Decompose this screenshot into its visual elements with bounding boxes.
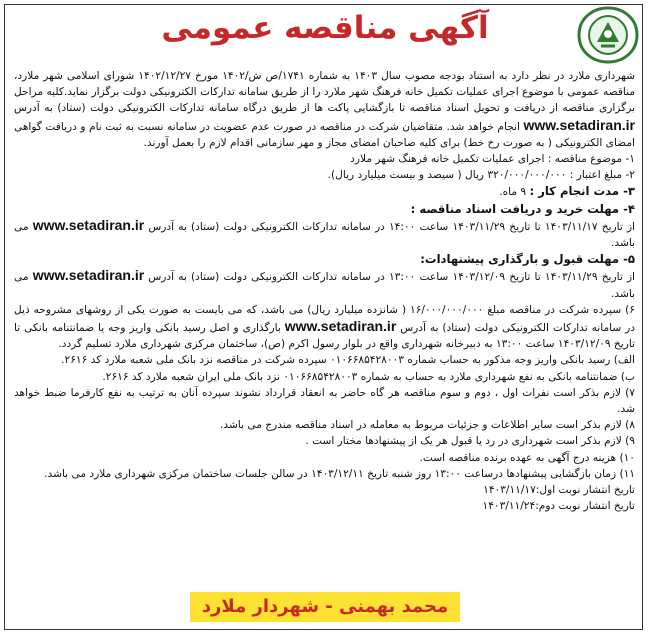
- item-2: ۲- مبلغ اعتبار : ۳۲۰/۰۰۰/۰۰۰/۰۰۰ ریال ( سیصد و بیست میلیارد ریال).: [327, 169, 635, 182]
- intro-paragraph: [14, 68, 635, 151]
- item-6: [14, 302, 635, 353]
- item-4-text: از تاریخ ۱۴۰۳/۱۱/۱۷ تا تاریخ ۱۴۰۳/۱۱/۲۹ ساعت ۱۴:۰۰ در سامانه تدارکات الکترونیکی دولت (ستاد) به آدرس: [148, 220, 635, 233]
- item-3: [14, 183, 635, 200]
- intro-text-2: انجام خواهد شد. متقاضیان شرکت در مناقصه در صورت عدم عضویت در سامانه نسبت به ثبت نام و دریافت گواهی امضای الکترونیکی ( به صورت رخ خط) برای کلیه صاحبان امضای مجاز و مهر سازمانی اقدام لازم را بعمل آورند.: [14, 120, 635, 149]
- item-6-text: ۶) سپرده شرکت در مناقصه مبلغ ۱۶/۰۰۰/۰۰۰/۰۰۰ ( شانزده میلیارد ریال) می باشد، که می بایست به صورت یکی از روشهای مشروحه ذیل در سامانه تدارکات الکترونیکی دولت (ستاد) به آدرس: [14, 303, 635, 335]
- item-4-label: ۴- مهلت خرید و دریافت اسناد مناقصه :: [410, 201, 635, 216]
- notice-title: آگهی مناقصه عمومی: [161, 10, 489, 46]
- site-link[interactable]: www.setadiran.ir: [523, 116, 635, 133]
- item-1: ۱- موضوع مناقصه : اجرای عملیات تکمیل خانه فرهنگ شهر ملارد: [350, 153, 635, 166]
- item-6-text-b: بارگذاری و اصل رسید بانکی واریز وجه یا ضمانتنامه بانکی تا تاریخ ۱۴۰۳/۱۲/۰۹ ساعت ۱۳:۰۰ به دبیرخانه شهرداری واقع در بلوار رسول اکرم (ص)، ساختمان مرکزی شهرداری ملارد تسلیم گردد.: [14, 322, 635, 351]
- item-4: [14, 217, 635, 251]
- item-3-label: ۳- مدت انجام کار :: [529, 184, 635, 199]
- item-6-be: ب) ضمانتنامه بانکی به نفع شهرداری ملارد به حساب به شماره ۰۱۰۶۶۸۵۴۲۸۰۰۳ نزد بانک ملی ایران شعبه ملارد کد ۲۶۱۶.: [102, 370, 635, 383]
- site-link-4[interactable]: www.setadiran.ir: [284, 318, 397, 335]
- publish-date-1: تاریخ انتشار نوبت اول:۱۴۰۳/۱۱/۱۷: [483, 484, 635, 497]
- item-5-label: ۵- مهلت قبول و بارگذاری پیشنهادات:: [420, 252, 635, 267]
- item-5: [14, 267, 635, 301]
- signature-banner: محمد بهمنی - شهردار ملارد: [190, 592, 460, 622]
- item-3-value: ۹ ماه.: [499, 186, 527, 199]
- item-11: ۱۱) زمان بازگشایی پیشنهادها درساعت ۱۳:۰۰ روز شنبه تاریخ ۱۴۰۳/۱۲/۱۱ در سالن جلسات ساختمان مرکزی شهرداری ملارد می باشد.: [44, 467, 635, 480]
- notice-body: [14, 68, 635, 514]
- item-9: ۹) لازم بذکر است شهرداری در رد یا قبول هر یک از پیشنهادها مختار است .: [305, 435, 635, 448]
- item-5-text: از تاریخ ۱۴۰۳/۱۱/۲۹ تا تاریخ ۱۴۰۳/۱۲/۰۹ ساعت ۱۳:۰۰ در سامانه تدارکات الکترونیکی دولت (ستاد) به آدرس: [148, 271, 635, 284]
- municipality-emblem-icon: [573, 4, 643, 66]
- item-8: ۸) لازم بذکر است سایر اطلاعات و جزئیات مربوط به معامله در اسناد مناقصه مندرج می باشد.: [220, 419, 635, 432]
- item-6-alef: الف) رسید بانکی واریز وجه مذکور به حساب شماره ۰۱۰۶۶۸۵۴۲۸۰۰۳ سپرده شرکت در مناقصه نزد بانک ملی شعبه ملارد کد ۲۶۱۶.: [61, 354, 635, 367]
- intro-text: شهرداری ملارد در نظر دارد به استناد بودجه مصوب سال ۱۴۰۳ به شماره ۱۷۴۱/ص ش/۱۴۰۲ مورخ ۱۴۰۲/۱۲/۲۷ شورای اسلامی شهر ملارد، مناقصه عمومی با موضوع اجرای عملیات تکمیل خانه فرهنگ شهر ملارد را از طریق سامانه تدارکات الکترونیکی دولت برگزار نماید.کلیه مراحل برگزاری مناقصه از دریافت و تحویل اسناد مناقصه تا بازگشایی پاکت ها از طریق درگاه سامانه تدارکات الکترونیکی دولت (ستاد) به آدرس: [14, 70, 635, 115]
- item-5-end: می باشد.: [14, 271, 635, 300]
- site-link-2[interactable]: www.setadiran.ir: [32, 216, 145, 233]
- item-10: ۱۰) هزینه درج آگهی به عهده برنده مناقصه است.: [419, 451, 635, 464]
- site-link-3[interactable]: www.setadiran.ir: [32, 267, 145, 284]
- item-7: ۷) لازم بذکر است نفرات اول ، دوم و سوم مناقصه هر گاه حاضر به انعقاد قرارداد نشوند سپرده آنان به ترتیب به نفع کارفرما ضبط خواهد شد.: [14, 386, 635, 416]
- notice-header: [0, 0, 649, 64]
- publish-date-2: تاریخ انتشار نوبت دوم:۱۴۰۳/۱۱/۲۴: [482, 500, 635, 513]
- item-4-end: می باشد.: [14, 220, 635, 250]
